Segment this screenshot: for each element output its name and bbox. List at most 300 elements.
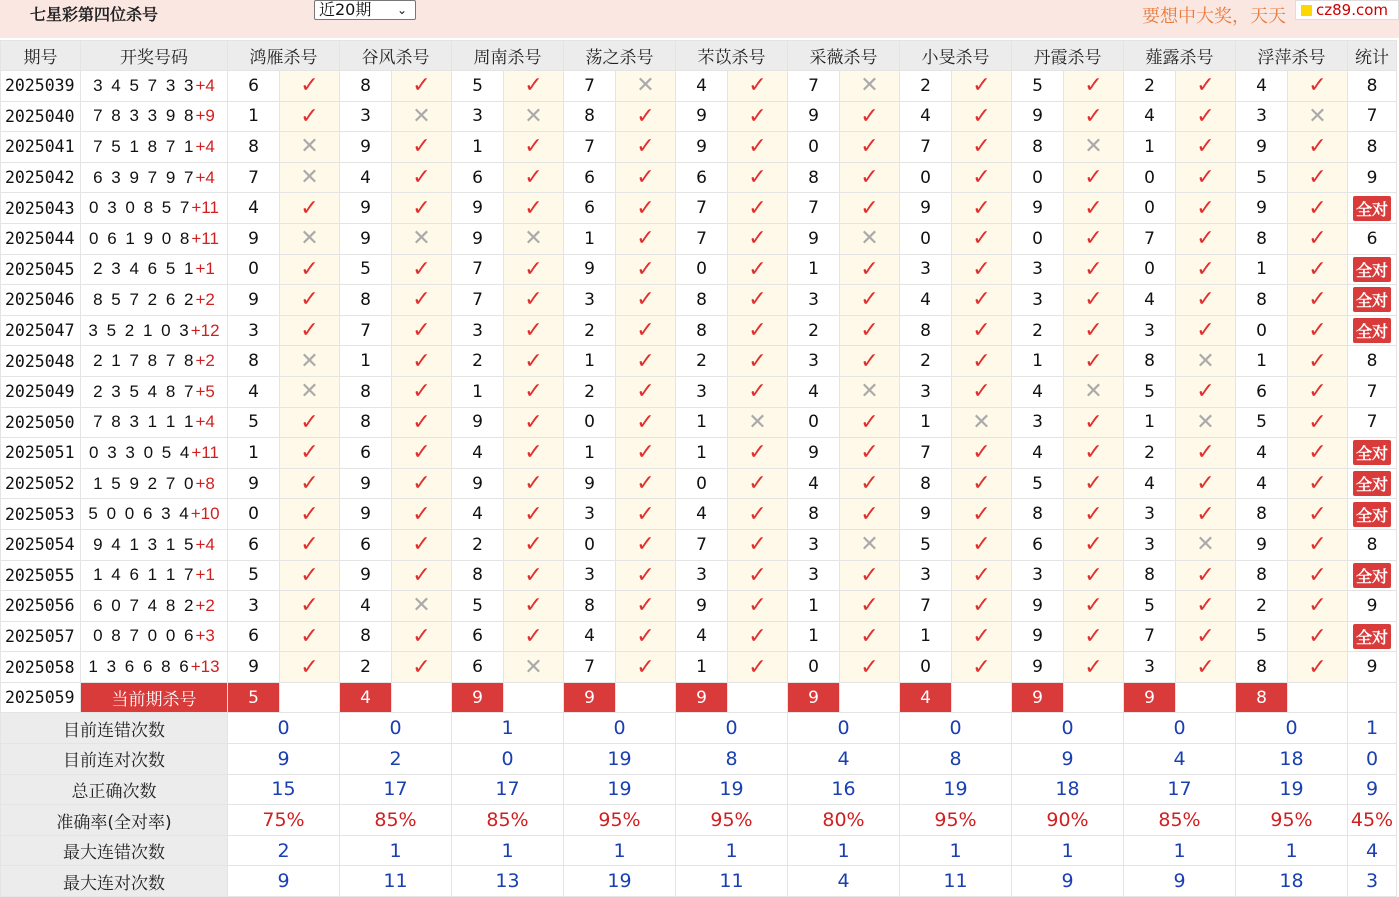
cross-icon: ✕ xyxy=(972,409,991,435)
summary-value: 19 xyxy=(564,866,676,897)
check-icon: ✓ xyxy=(1084,440,1103,466)
current-kill-pick: 9 xyxy=(676,682,728,713)
kill-pick-cell: 4 xyxy=(1124,468,1176,499)
draw-numbers: 3 4 5 7 3 3 xyxy=(93,75,196,95)
summary-label: 总正确次数 xyxy=(1,774,228,805)
kill-pick-cell: 8 xyxy=(1236,652,1288,683)
current-empty-cell xyxy=(504,682,564,713)
result-cell xyxy=(392,346,452,377)
stat-cell xyxy=(1348,591,1397,622)
kill-pick-cell: 5 xyxy=(228,560,280,591)
check-icon: ✓ xyxy=(1308,409,1327,435)
draw-sum: +4 xyxy=(195,534,215,554)
kill-pick-cell: 4 xyxy=(676,499,728,530)
kill-pick-cell: 2 xyxy=(788,315,840,346)
check-icon: ✓ xyxy=(1308,348,1327,374)
draw-numbers-cell xyxy=(81,254,228,285)
kill-pick-cell: 9 xyxy=(340,560,392,591)
check-icon: ✓ xyxy=(412,348,431,374)
result-cell xyxy=(504,407,564,438)
check-icon: ✓ xyxy=(524,409,543,435)
result-cell xyxy=(392,591,452,622)
check-icon: ✓ xyxy=(860,471,879,497)
column-header-expert: 荡之杀号 xyxy=(564,41,676,71)
kill-pick-cell: 7 xyxy=(676,529,728,560)
cross-icon: ✕ xyxy=(412,226,431,252)
stat-cell xyxy=(1348,438,1397,469)
kill-pick-cell: 4 xyxy=(452,499,504,530)
kill-pick-cell: 0 xyxy=(676,254,728,285)
check-icon: ✓ xyxy=(972,134,991,160)
cross-icon: ✕ xyxy=(860,379,879,405)
kill-pick-cell: 1 xyxy=(564,223,616,254)
result-cell xyxy=(728,652,788,683)
draw-sum: +4 xyxy=(195,136,215,156)
draw-numbers: 7 8 3 3 9 8 xyxy=(93,106,196,126)
check-icon: ✓ xyxy=(636,195,655,221)
result-cell xyxy=(280,438,340,469)
summary-value: 0 xyxy=(676,713,788,744)
result-cell xyxy=(1288,499,1348,530)
check-icon: ✓ xyxy=(300,195,319,221)
kill-pick-cell: 0 xyxy=(564,407,616,438)
result-cell xyxy=(504,71,564,102)
check-icon: ✓ xyxy=(1084,654,1103,680)
column-header-expert: 周南杀号 xyxy=(452,41,564,71)
summary-value: 75% xyxy=(228,805,340,836)
result-cell xyxy=(504,193,564,224)
kill-pick-cell: 0 xyxy=(1012,162,1064,193)
kill-pick-cell: 5 xyxy=(900,529,952,560)
check-icon: ✓ xyxy=(1084,103,1103,129)
cross-icon: ✕ xyxy=(412,593,431,619)
kill-pick-cell: 8 xyxy=(1236,499,1288,530)
summary-value: 85% xyxy=(1124,805,1236,836)
kill-pick-cell: 5 xyxy=(1012,71,1064,102)
summary-value: 17 xyxy=(452,774,564,805)
cross-icon: ✕ xyxy=(1308,103,1327,129)
summary-value: 8 xyxy=(900,744,1012,775)
result-cell xyxy=(1064,376,1124,407)
kill-pick-cell: 8 xyxy=(340,285,392,316)
column-header-expert: 谷风杀号 xyxy=(340,41,452,71)
check-icon: ✓ xyxy=(1084,287,1103,313)
result-cell xyxy=(1176,254,1236,285)
check-icon: ✓ xyxy=(748,134,767,160)
result-cell xyxy=(1064,468,1124,499)
column-header-numbers: 开奖号码 xyxy=(81,41,228,71)
table-row xyxy=(1,132,1397,163)
kill-pick-cell: 9 xyxy=(228,285,280,316)
check-icon: ✓ xyxy=(524,379,543,405)
check-icon: ✓ xyxy=(636,134,655,160)
stat-cell xyxy=(1348,346,1397,377)
stat-cell xyxy=(1348,254,1397,285)
kill-pick-cell: 8 xyxy=(788,499,840,530)
kill-pick-cell: 6 xyxy=(452,162,504,193)
check-icon: ✓ xyxy=(636,379,655,405)
result-cell xyxy=(392,621,452,652)
check-icon: ✓ xyxy=(1308,471,1327,497)
draw-numbers: 0 6 1 9 0 8 xyxy=(89,228,192,248)
draw-numbers: 6 0 7 4 8 2 xyxy=(93,595,196,615)
kill-pick-cell: 7 xyxy=(788,193,840,224)
check-icon: ✓ xyxy=(1308,623,1327,649)
kill-pick-cell: 3 xyxy=(900,560,952,591)
issue-cell: 2025051 xyxy=(1,438,81,469)
result-cell xyxy=(392,560,452,591)
kill-pick-cell: 1 xyxy=(228,101,280,132)
summary-row xyxy=(1,744,1397,775)
check-icon: ✓ xyxy=(1196,73,1215,99)
result-cell xyxy=(1288,162,1348,193)
result-cell xyxy=(392,285,452,316)
kill-pick-cell: 4 xyxy=(676,71,728,102)
check-icon: ✓ xyxy=(1308,532,1327,558)
kill-pick-cell: 5 xyxy=(1124,591,1176,622)
result-cell xyxy=(616,376,676,407)
kill-pick-cell: 3 xyxy=(1012,407,1064,438)
check-icon: ✓ xyxy=(1196,379,1215,405)
result-cell xyxy=(504,162,564,193)
check-icon: ✓ xyxy=(1196,134,1215,160)
table-row xyxy=(1,407,1397,438)
result-cell xyxy=(1064,560,1124,591)
stat-cell xyxy=(1348,223,1397,254)
result-cell xyxy=(952,162,1012,193)
result-cell xyxy=(1064,591,1124,622)
summary-value: 1 xyxy=(1236,835,1348,866)
kill-pick-cell: 0 xyxy=(676,468,728,499)
result-cell xyxy=(1176,132,1236,163)
check-icon: ✓ xyxy=(524,471,543,497)
check-icon: ✓ xyxy=(860,195,879,221)
result-cell xyxy=(616,468,676,499)
cross-icon: ✕ xyxy=(860,73,879,99)
check-icon: ✓ xyxy=(860,287,879,313)
check-icon: ✓ xyxy=(1196,287,1215,313)
site-badge[interactable] xyxy=(1295,0,1399,20)
draw-sum: +12 xyxy=(190,320,220,340)
summary-value: 0 xyxy=(788,713,900,744)
kill-pick-cell: 4 xyxy=(340,591,392,622)
column-header-issue: 期号 xyxy=(1,41,81,71)
result-cell xyxy=(392,223,452,254)
summary-value: 80% xyxy=(788,805,900,836)
result-cell xyxy=(728,223,788,254)
result-cell xyxy=(840,499,900,530)
stat-value: 7 xyxy=(1366,381,1378,402)
check-icon: ✓ xyxy=(748,501,767,527)
result-cell xyxy=(616,132,676,163)
check-icon: ✓ xyxy=(636,562,655,588)
check-icon: ✓ xyxy=(748,103,767,129)
result-cell xyxy=(504,315,564,346)
kill-pick-cell: 6 xyxy=(1236,376,1288,407)
kill-pick-cell: 3 xyxy=(1236,101,1288,132)
kill-pick-cell: 6 xyxy=(340,529,392,560)
result-cell xyxy=(1288,407,1348,438)
kill-pick-cell: 2 xyxy=(900,346,952,377)
draw-numbers-cell xyxy=(81,193,228,224)
stat-value: 8 xyxy=(1366,534,1378,555)
promo-text[interactable]: 要想中大奖，天天 xyxy=(1142,6,1286,27)
kill-pick-cell: 2 xyxy=(900,71,952,102)
draw-numbers: 2 1 7 8 7 8 xyxy=(93,351,196,371)
kill-pick-cell: 3 xyxy=(900,376,952,407)
current-kill-pick: 9 xyxy=(788,682,840,713)
check-icon: ✓ xyxy=(636,654,655,680)
current-issue-cell: 2025059 xyxy=(1,682,81,713)
check-icon: ✓ xyxy=(1196,471,1215,497)
check-icon: ✓ xyxy=(300,103,319,129)
logo-square-icon xyxy=(1301,5,1312,16)
result-cell xyxy=(504,438,564,469)
result-cell xyxy=(1176,223,1236,254)
result-cell xyxy=(952,315,1012,346)
check-icon: ✓ xyxy=(412,256,431,282)
draw-numbers-cell xyxy=(81,468,228,499)
draw-numbers-cell xyxy=(81,499,228,530)
kill-pick-cell: 2 xyxy=(452,346,504,377)
check-icon: ✓ xyxy=(300,440,319,466)
kill-pick-cell: 5 xyxy=(452,71,504,102)
summary-value: 19 xyxy=(676,774,788,805)
kill-pick-cell: 0 xyxy=(1236,315,1288,346)
result-cell xyxy=(1288,376,1348,407)
all-correct-badge: 全对 xyxy=(1353,440,1391,465)
column-header-expert: 薤露杀号 xyxy=(1124,41,1236,71)
check-icon: ✓ xyxy=(860,256,879,282)
check-icon: ✓ xyxy=(636,103,655,129)
result-cell xyxy=(1288,652,1348,683)
result-cell xyxy=(504,285,564,316)
period-select[interactable] xyxy=(314,0,416,20)
check-icon: ✓ xyxy=(1308,654,1327,680)
check-icon: ✓ xyxy=(1196,103,1215,129)
kill-pick-cell: 2 xyxy=(452,529,504,560)
check-icon: ✓ xyxy=(748,73,767,99)
kill-pick-cell: 7 xyxy=(900,132,952,163)
result-cell xyxy=(392,254,452,285)
check-icon: ✓ xyxy=(1084,195,1103,221)
result-cell xyxy=(392,71,452,102)
current-kill-pick: 5 xyxy=(228,682,280,713)
check-icon: ✓ xyxy=(972,226,991,252)
draw-numbers: 1 5 9 2 7 0 xyxy=(93,473,196,493)
result-cell xyxy=(280,499,340,530)
result-cell xyxy=(1288,193,1348,224)
kill-pick-cell: 8 xyxy=(676,315,728,346)
check-icon: ✓ xyxy=(972,593,991,619)
current-empty-cell xyxy=(392,682,452,713)
kill-pick-cell: 4 xyxy=(340,162,392,193)
result-cell xyxy=(504,591,564,622)
draw-sum: +11 xyxy=(191,228,219,248)
summary-value: 90% xyxy=(1012,805,1124,836)
kill-pick-cell: 8 xyxy=(340,621,392,652)
table-row xyxy=(1,193,1397,224)
kill-pick-cell: 8 xyxy=(1236,223,1288,254)
kill-pick-cell: 1 xyxy=(564,438,616,469)
kill-pick-cell: 8 xyxy=(340,376,392,407)
result-cell xyxy=(1288,101,1348,132)
issue-cell: 2025057 xyxy=(1,621,81,652)
summary-value: 0 xyxy=(900,713,1012,744)
result-cell xyxy=(840,101,900,132)
check-icon: ✓ xyxy=(524,287,543,313)
kill-pick-cell: 1 xyxy=(676,652,728,683)
result-cell xyxy=(840,438,900,469)
check-icon: ✓ xyxy=(636,256,655,282)
check-icon: ✓ xyxy=(300,409,319,435)
check-icon: ✓ xyxy=(412,318,431,344)
kill-pick-cell: 8 xyxy=(1124,560,1176,591)
draw-sum: +5 xyxy=(195,381,215,401)
table-row xyxy=(1,71,1397,102)
result-cell xyxy=(1176,346,1236,377)
result-cell xyxy=(728,407,788,438)
kill-pick-cell: 0 xyxy=(564,529,616,560)
result-cell xyxy=(616,346,676,377)
check-icon: ✓ xyxy=(300,562,319,588)
result-cell xyxy=(1288,223,1348,254)
check-icon: ✓ xyxy=(524,501,543,527)
kill-pick-cell: 9 xyxy=(452,223,504,254)
kill-pick-cell: 7 xyxy=(228,162,280,193)
top-bar xyxy=(0,0,1399,38)
result-cell xyxy=(728,499,788,530)
summary-value: 2 xyxy=(340,744,452,775)
kill-pick-cell: 5 xyxy=(1236,162,1288,193)
kill-pick-cell: 3 xyxy=(452,101,504,132)
issue-cell: 2025046 xyxy=(1,285,81,316)
kill-pick-cell: 7 xyxy=(900,438,952,469)
result-cell xyxy=(952,529,1012,560)
check-icon: ✓ xyxy=(412,654,431,680)
kill-pick-cell: 9 xyxy=(788,101,840,132)
summary-stat-value: 4 xyxy=(1348,835,1397,866)
current-empty-cell xyxy=(1176,682,1236,713)
all-correct-badge: 全对 xyxy=(1353,563,1391,588)
kill-pick-cell: 2 xyxy=(1236,591,1288,622)
check-icon: ✓ xyxy=(300,73,319,99)
check-icon: ✓ xyxy=(412,440,431,466)
kill-pick-cell: 7 xyxy=(452,285,504,316)
kill-pick-cell: 5 xyxy=(1012,468,1064,499)
check-icon: ✓ xyxy=(972,318,991,344)
summary-value: 19 xyxy=(1236,774,1348,805)
check-icon: ✓ xyxy=(524,348,543,374)
draw-numbers-cell xyxy=(81,438,228,469)
draw-sum: +2 xyxy=(195,351,215,371)
result-cell xyxy=(952,132,1012,163)
kill-pick-cell: 8 xyxy=(1236,560,1288,591)
result-cell xyxy=(1064,621,1124,652)
cross-icon: ✕ xyxy=(1084,134,1103,160)
result-cell xyxy=(616,101,676,132)
result-cell xyxy=(728,285,788,316)
check-icon: ✓ xyxy=(860,440,879,466)
result-cell xyxy=(728,254,788,285)
cross-icon: ✕ xyxy=(1084,379,1103,405)
kill-pick-cell: 3 xyxy=(900,254,952,285)
kill-pick-cell: 8 xyxy=(900,468,952,499)
kill-pick-cell: 5 xyxy=(228,407,280,438)
draw-numbers: 3 5 2 1 0 3 xyxy=(88,320,191,340)
check-icon: ✓ xyxy=(1196,318,1215,344)
kill-pick-cell: 7 xyxy=(452,254,504,285)
stat-cell xyxy=(1348,162,1397,193)
kill-pick-cell: 3 xyxy=(676,560,728,591)
kill-pick-cell: 0 xyxy=(228,499,280,530)
result-cell xyxy=(504,499,564,530)
table-row xyxy=(1,591,1397,622)
result-cell xyxy=(728,529,788,560)
stat-cell xyxy=(1348,285,1397,316)
result-cell xyxy=(1176,407,1236,438)
result-cell xyxy=(840,376,900,407)
issue-cell: 2025040 xyxy=(1,101,81,132)
result-cell xyxy=(728,560,788,591)
kill-pick-cell: 3 xyxy=(788,285,840,316)
draw-numbers-cell xyxy=(81,101,228,132)
all-correct-badge: 全对 xyxy=(1353,624,1391,649)
kill-pick-cell: 1 xyxy=(676,407,728,438)
check-icon: ✓ xyxy=(1196,195,1215,221)
kill-pick-cell: 3 xyxy=(788,560,840,591)
stat-cell xyxy=(1348,101,1397,132)
draw-numbers: 9 4 1 3 1 5 xyxy=(93,534,196,554)
check-icon: ✓ xyxy=(524,562,543,588)
stat-cell xyxy=(1348,71,1397,102)
cross-icon: ✕ xyxy=(636,73,655,99)
result-cell xyxy=(952,254,1012,285)
kill-pick-cell: 8 xyxy=(1236,285,1288,316)
current-empty-cell xyxy=(280,682,340,713)
check-icon: ✓ xyxy=(524,134,543,160)
summary-stat-value: 9 xyxy=(1348,774,1397,805)
kill-pick-cell: 1 xyxy=(1124,132,1176,163)
kill-pick-cell: 9 xyxy=(676,591,728,622)
kill-pick-cell: 9 xyxy=(1236,193,1288,224)
kill-pick-cell: 9 xyxy=(676,132,728,163)
site-badge-text: cz89.com xyxy=(1316,1,1389,19)
draw-numbers: 2 3 4 6 5 1 xyxy=(93,259,196,279)
result-cell xyxy=(1176,376,1236,407)
check-icon: ✓ xyxy=(412,409,431,435)
draw-numbers: 0 8 7 0 0 6 xyxy=(93,626,196,646)
summary-value: 18 xyxy=(1012,774,1124,805)
check-icon: ✓ xyxy=(1196,562,1215,588)
kill-pick-cell: 8 xyxy=(1124,346,1176,377)
kill-pick-cell: 7 xyxy=(788,71,840,102)
column-header-expert: 浮萍杀号 xyxy=(1236,41,1348,71)
check-icon: ✓ xyxy=(300,287,319,313)
kill-pick-cell: 9 xyxy=(1236,132,1288,163)
summary-value: 0 xyxy=(1012,713,1124,744)
result-cell xyxy=(728,162,788,193)
stat-cell xyxy=(1348,193,1397,224)
result-cell xyxy=(616,193,676,224)
draw-numbers: 0 3 3 0 5 4 xyxy=(89,442,192,462)
draw-numbers: 2 3 5 4 8 7 xyxy=(93,381,196,401)
current-empty-cell xyxy=(1064,682,1124,713)
kill-pick-cell: 9 xyxy=(228,652,280,683)
check-icon: ✓ xyxy=(412,165,431,191)
check-icon: ✓ xyxy=(1084,501,1103,527)
draw-numbers: 5 0 0 6 3 4 xyxy=(88,504,191,524)
